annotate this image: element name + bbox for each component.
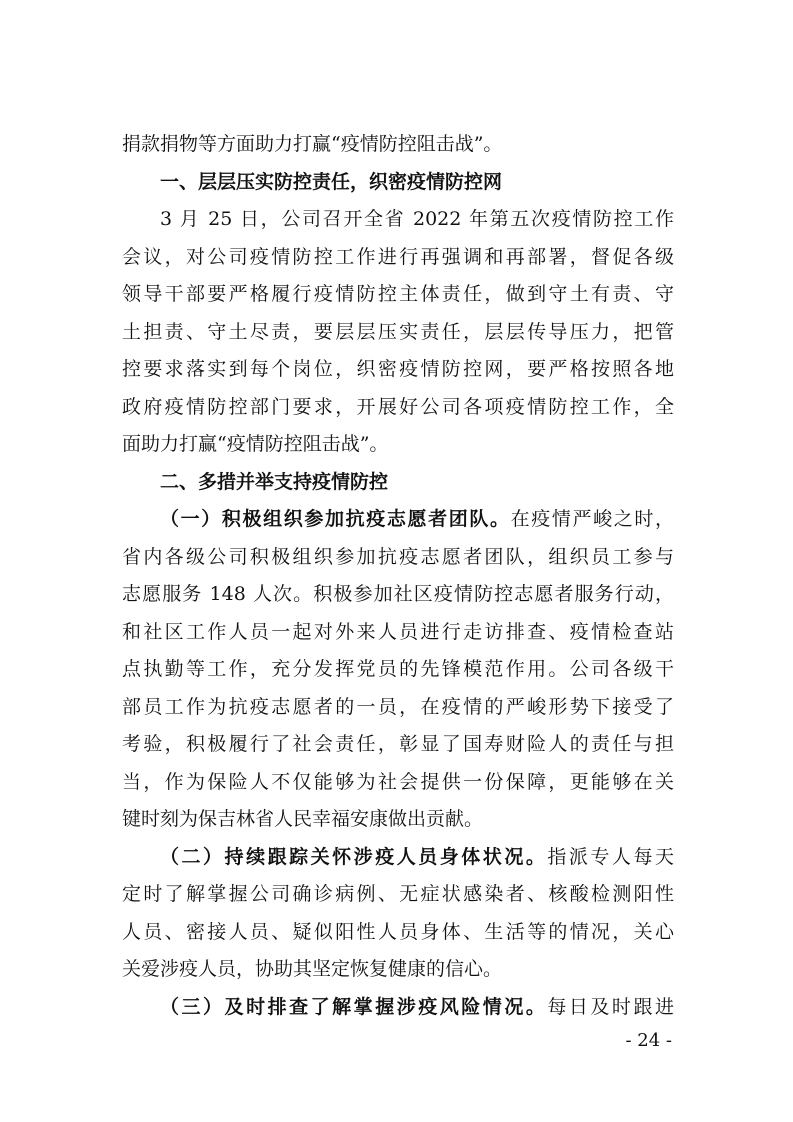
paragraph-line: 考验，积极履行了社会责任，彰显了国寿财险人的责任与担 [122,733,674,755]
paragraph-line: 面助力打赢“疫情防控阻击战”。 [122,433,389,455]
paragraph-line: 土担责、守土尽责，要层层压实责任，层层传导压力，把管 [122,320,674,343]
paragraph-line [122,501,674,539]
subheading-3: （三）及时排查了解掌握涉疫风险情况。 [160,995,548,1018]
paragraph-line: 省内各级公司积极组织参加抗疫志愿者团队，组织员工参与 [122,545,674,568]
paragraph-line: 志愿服务 148 人次。积极参加社区疫情防控志愿者服务行动， [122,583,674,605]
paragraph-line: 领导干部要严格履行疫情防控主体责任，做到守土有责、守 [122,283,674,305]
paragraph-line [122,839,674,877]
paragraph-line: 定时了解掌握公司确诊病例、无症状感染者、核酸检测阳性 [122,883,674,905]
paragraph-line: 关爱涉疫人员，协助其坚定恢复健康的信心。 [122,958,503,980]
paragraph-line: 人员、密接人员、疑似阳性人员身体、生活等的情况，关心 [122,920,674,943]
section-heading-2: 二、多措并举支持疫情防控 [160,470,389,493]
paragraph-line: 部员工作为抗疫志愿者的一员，在疫情的严峻形势下接受了 [122,695,674,718]
paragraph-line: 和社区工作人员一起对外来人员进行走访排查、疫情检查站 [122,620,674,643]
paragraph-text: 在疫情严峻之时， [510,508,674,530]
paragraph-line: 会议，对公司疫情防控工作进行再强调和再部署，督促各级 [122,245,674,268]
paragraph-text: 每日及时跟进 [547,995,674,1018]
paragraph-line: 控要求落实到每个岗位，织密疫情防控网，要严格按照各地 [122,358,674,380]
paragraph-line: 当，作为保险人不仅能够为社会提供一份保障，更能够在关 [122,770,674,793]
subheading-2: （二）持续跟踪关怀涉疫人员身体状况。 [160,845,548,868]
body-text [122,126,674,1026]
paragraph-line: 点执勤等工作，充分发挥党员的先锋模范作用。公司各级干 [122,658,674,680]
paragraph-text: 指派专人每天 [547,845,674,868]
section-heading-1: 一、层层压实防控责任，织密疫情防控网 [160,170,503,193]
paragraph-line: 捐款捐物等方面助力打赢“疫情防控阻击战”。 [122,133,503,155]
subheading-1: （一）积极组织参加抗疫志愿者团队。 [160,508,511,530]
paragraph-line [122,989,674,1027]
paragraph-line: 键时刻为保吉林省人民幸福安康做出贡献。 [122,808,484,830]
page-number: - 24 - [625,1030,672,1051]
paragraph-line: 3 月 25 日，公司召开全省 2022 年第五次疫情防控工作 [160,208,674,230]
paragraph-line: 政府疫情防控部门要求，开展好公司各项疫情防控工作，全 [122,395,674,418]
